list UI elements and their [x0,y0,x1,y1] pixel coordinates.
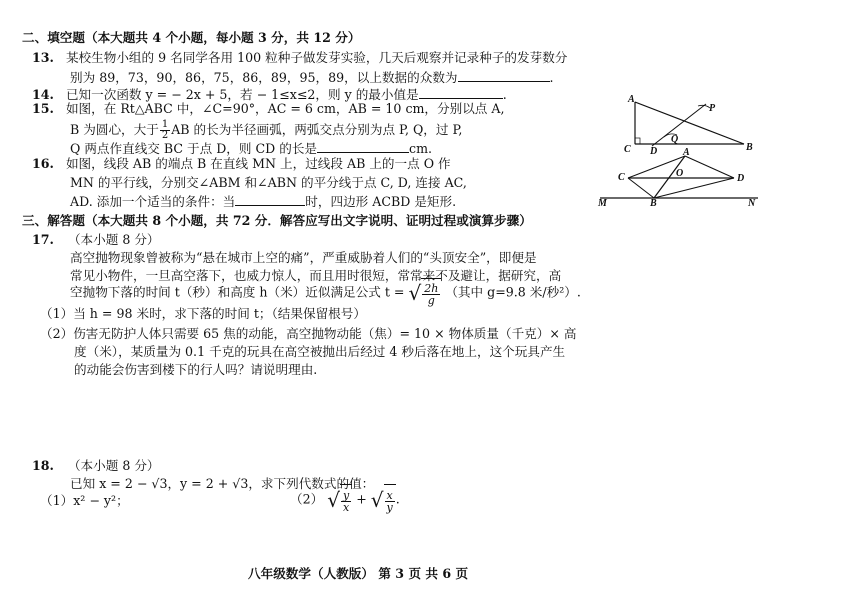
answer-blank[interactable] [317,140,409,153]
fraction-denominator: 2 [161,130,169,141]
figure-16-quadrilateral [596,148,766,206]
answer-blank[interactable] [419,86,503,99]
label-B: B [650,198,657,206]
question-18-header [32,458,160,474]
question-number: 14. [32,87,54,102]
question-text: 别为 89，73，90，86，75，86，89，95，89，以上数据的众数为 [70,70,458,85]
question-18-sub1: （1）x² − y²； [40,493,129,508]
period: . [395,491,400,507]
unit: cm. [409,141,433,156]
fraction-one-half [160,120,170,141]
fraction-denominator: x [342,501,350,514]
question-text: 如图，线段 AB 的端点 B 在直线 MN 上，过线段 AB 上的一点 O 作 [65,156,451,171]
question-points: （本小题 8 分） [67,232,160,247]
question-13-line1 [32,50,567,66]
answer-blank[interactable] [458,69,550,82]
question-17-sub2-line1: （2）伤害无防护人体只需要 65 焦的动能，高空抛物动能（焦）= 10 × 物体质量（千克）× 高 [40,326,577,341]
question-17-sub2-line3: 的动能会伤害到楼下的行人吗？请说明理由. [74,362,318,377]
label-A: A [628,94,635,105]
fraction-numerator: y [342,489,350,502]
label-D: D [737,173,745,184]
question-16-line2 [70,175,467,191]
question-17-header [32,232,160,248]
label-O: O [676,168,684,179]
question-17-para3 [70,278,581,308]
question-16-line1 [32,156,451,172]
label-Q: Q [671,134,679,145]
question-18-sub2 [290,484,400,516]
fraction-numerator: 1 [161,119,169,130]
label-N: N [748,198,756,206]
question-17-sub2-line2: 度（米），某质量为 0.1 千克的玩具在高空被抛出后经过 4 秒后落在地上，这个玩具产生 [74,344,566,359]
label-C: C [618,172,625,183]
question-text: 时，四边形 ACBD 是矩形. [305,194,457,209]
question-text: 某校生物小组的 9 名同学各用 100 粒种子做发芽实验，几天后观察并记录种子的发芽数分 [65,50,568,65]
formula-numerator: 2h [424,282,439,295]
question-text: AD. 添加一个适当的条件：当 [70,194,236,209]
label-A: A [683,148,690,158]
question-number: 17. [32,232,54,247]
question-number: 16. [32,156,54,171]
question-15-line2 [70,118,462,142]
question-text: 如图，在 Rt△ABC 中，∠C=90°，AC = 6 cm，AB = 10 cm，分别以点 A, [65,101,505,116]
label-M: M [598,198,607,206]
question-17-sub1: （1）当 h = 98 米时，求下落的时间 t；（结果保留根号） [40,306,366,321]
answer-blank[interactable] [235,193,305,206]
fraction-numerator: x [386,489,393,502]
radical-x-over-y: √ $\frac{x}{y}$ [371,484,396,516]
question-number: 13. [32,50,54,65]
figure-15-triangle [620,92,760,154]
sub-label: （2） [290,491,324,507]
formula-denominator: g [427,294,435,307]
question-text: AB 的长为半径画弧，两弧交点分别为点 P, Q，过 P, [171,122,463,137]
question-13-line2 [70,69,554,86]
period: . [502,87,507,102]
question-17-para1: 高空抛物现象曾被称为“悬在城市上空的痛”，严重威胁着人们的“头顶安全”，即便是 [70,250,537,265]
question-points: （本小题 8 分） [67,458,160,473]
question-16-line3 [70,193,456,210]
fraction-denominator: y [386,501,393,514]
question-18-given: 已知 x = 2 − √3，y = 2 + √3，求下列代数式的值： [70,476,375,491]
question-number: 15. [32,101,54,116]
label-D: D [650,146,658,154]
question-17-para2: 常见小物件，一旦高空落下，也威力惊人，而且用时很短，常常来不及避让，据研究，高 [70,268,562,283]
page-footer: 八年级数学（人教版） 第 3 页 共 6 页 [248,566,469,581]
question-15-line3 [70,140,432,157]
question-15-line1 [32,101,505,117]
question-text: B 为圆心，大于 [70,122,159,137]
section-2-title: 二、填空题（本大题共 4 个小题，每小题 3 分，共 12 分） [22,30,361,45]
radical-y-over-x: √ $\frac{y}{x}$ [327,484,352,516]
question-text: MN 的平行线，分别交∠ABM 和∠ABN 的平分线于点 C, D, 连接 AC, [70,175,467,190]
label-P: P [709,103,716,114]
section-3-title: 三、解答题（本大题共 8 个小题，共 72 分．解答应写出文字说明、证明过程或演算步骤） [22,213,532,228]
question-text: （其中 g=9.8 米/秒²）. [445,284,581,300]
label-B: B [746,142,753,153]
period: . [549,70,554,85]
question-text: 已知一次函数 y = − 2x + 5，若 − 1≤x≤2，则 y 的最小值是 [65,87,419,102]
question-text: Q 两点作直线交 BC 于点 D，则 CD 的长是 [70,141,318,156]
plus-sign: + [356,491,367,507]
question-text: 空抛物下落的时间 t（秒）和高度 h（米）近似满足公式 t = [70,284,405,300]
question-number: 18. [32,458,54,473]
formula-sqrt: √ $\frac{2h}{g}$ [408,278,441,308]
label-C: C [624,144,631,154]
